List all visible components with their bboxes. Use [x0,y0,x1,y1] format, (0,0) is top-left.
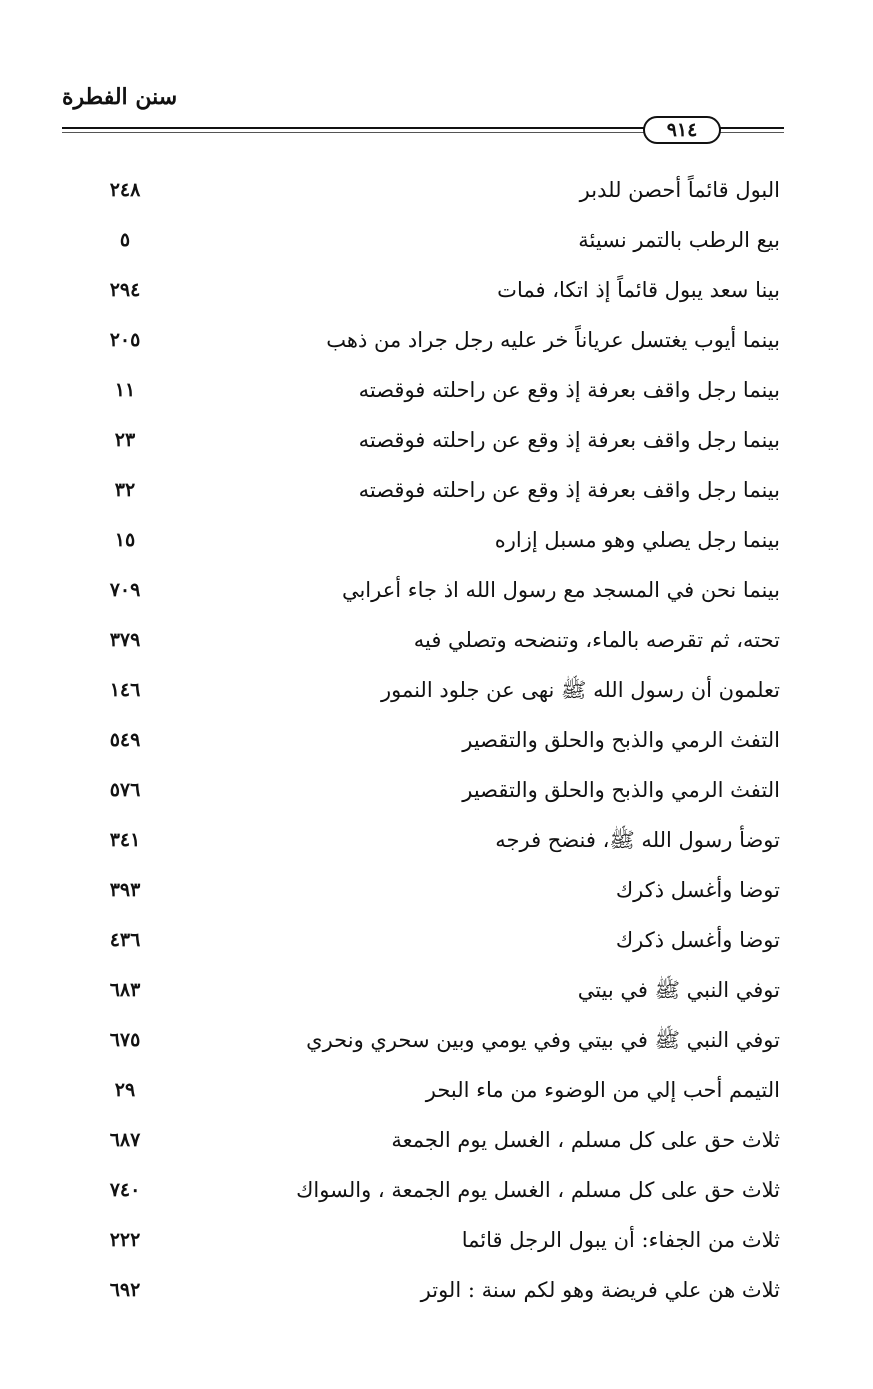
index-entry [95,220,780,260]
entry-text: تعلمون أن رسول الله ﷺ نهى عن جلود النمور [380,678,780,702]
entry-text: بينما رجل واقف بعرفة إذ وقع عن راحلته فوقصته [358,378,780,402]
index-entry [95,1170,780,1210]
entry-text: التيمم أحب إلي من الوضوء من ماء البحر [425,1078,780,1102]
index-entry [95,170,780,210]
entry-text: بينا سعد يبول قائماً إذ اتكا، فمات [497,278,780,302]
entry-page-number: ٥ [119,229,131,251]
entry-page-number: ٣٩٣ [109,879,141,901]
index-entry [95,620,780,660]
index-entry [95,1270,780,1310]
entry-text: بينما أيوب يغتسل عرياناً خر عليه رجل جراد من ذهب [326,328,780,352]
entry-text: توضا وأغسل ذكرك [615,878,780,902]
entry-page-number: ٤٣٦ [109,929,141,951]
index-entry [95,570,780,610]
entry-text: توضا وأغسل ذكرك [615,928,780,952]
index-entry [95,770,780,810]
entry-text: بينما رجل واقف بعرفة إذ وقع عن راحلته فوقصته [358,478,780,502]
entry-page-number: ٣٤١ [109,829,141,851]
entry-text: بينما رجل يصلي وهو مسبل إزاره [494,528,780,552]
index-entry [95,270,780,310]
entry-text: توضأ رسول الله ﷺ، فنضح فرجه [495,828,780,852]
entry-page-number: ٥٤٩ [109,729,141,751]
index-entry [95,870,780,910]
entry-text: ثلاث حق على كل مسلم ، الغسل يوم الجمعة [391,1128,780,1152]
entry-page-number: ٦٨٧ [109,1129,141,1151]
entry-page-number: ٣٢ [114,479,136,501]
entry-text: ثلاث من الجفاء: أن يبول الرجل قائما [461,1228,780,1252]
entry-page-number: ٦٧٥ [109,1029,141,1051]
index-entry [95,520,780,560]
index-entry [95,370,780,410]
entry-text: البول قائماً أحصن للدبر [579,178,780,202]
entry-page-number: ٢٣ [114,429,136,451]
entry-page-number: ١٤٦ [109,679,141,701]
index-entry [95,1220,780,1260]
entry-page-number: ٢٩ [114,1079,136,1101]
entry-page-number: ٣٧٩ [109,629,141,651]
entry-page-number: ١٥ [114,529,136,551]
entry-page-number: ٥٧٦ [109,779,141,801]
entry-page-number: ١١ [114,379,136,401]
index-entry [95,320,780,360]
entry-page-number: ٦٨٣ [109,979,141,1001]
entry-page-number: ٢٢٢ [109,1229,141,1251]
entry-text: بيع الرطب بالتمر نسيئة [578,228,780,252]
entry-text: ثلاث حق على كل مسلم ، الغسل يوم الجمعة ، والسواك [296,1178,780,1202]
entry-text: بينما نحن في المسجد مع رسول الله اذ جاء أعرابي [341,578,780,602]
index-entry [95,1020,780,1060]
entry-page-number: ٧٠٩ [109,579,141,601]
index-entry [95,420,780,460]
index-entry [95,1070,780,1110]
entry-text: توفي النبي ﷺ في بيتي وفي يومي وبين سحري ونحري [306,1028,780,1052]
entry-page-number: ٢٠٥ [109,329,141,351]
entry-page-number: ٧٤٠ [109,1179,141,1201]
index-entry [95,720,780,760]
entry-text: التفث الرمي والذبح والحلق والتقصير [462,728,780,752]
entry-text: تحته، ثم تقرصه بالماء، وتنضحه وتصلي فيه [413,628,780,652]
entry-page-number: ٦٩٢ [109,1279,141,1301]
index-entry [95,920,780,960]
index-entry [95,820,780,860]
entry-page-number: ٢٩٤ [109,279,141,301]
index-entry [95,470,780,510]
index-entry [95,670,780,710]
entry-text: التفث الرمي والذبح والحلق والتقصير [462,778,780,802]
entry-text: ثلاث هن علي فريضة وهو لكم سنة : الوتر [420,1278,780,1302]
entry-page-number: ٢٤٨ [109,179,141,201]
index-entry [95,970,780,1010]
index-entry [95,1120,780,1160]
running-header-title: سنن الفطرة [62,84,178,110]
page-number-badge: ٩١٤ [643,116,721,144]
entry-text: توفي النبي ﷺ في بيتي [577,978,780,1002]
entry-text: بينما رجل واقف بعرفة إذ وقع عن راحلته فوقصته [358,428,780,452]
